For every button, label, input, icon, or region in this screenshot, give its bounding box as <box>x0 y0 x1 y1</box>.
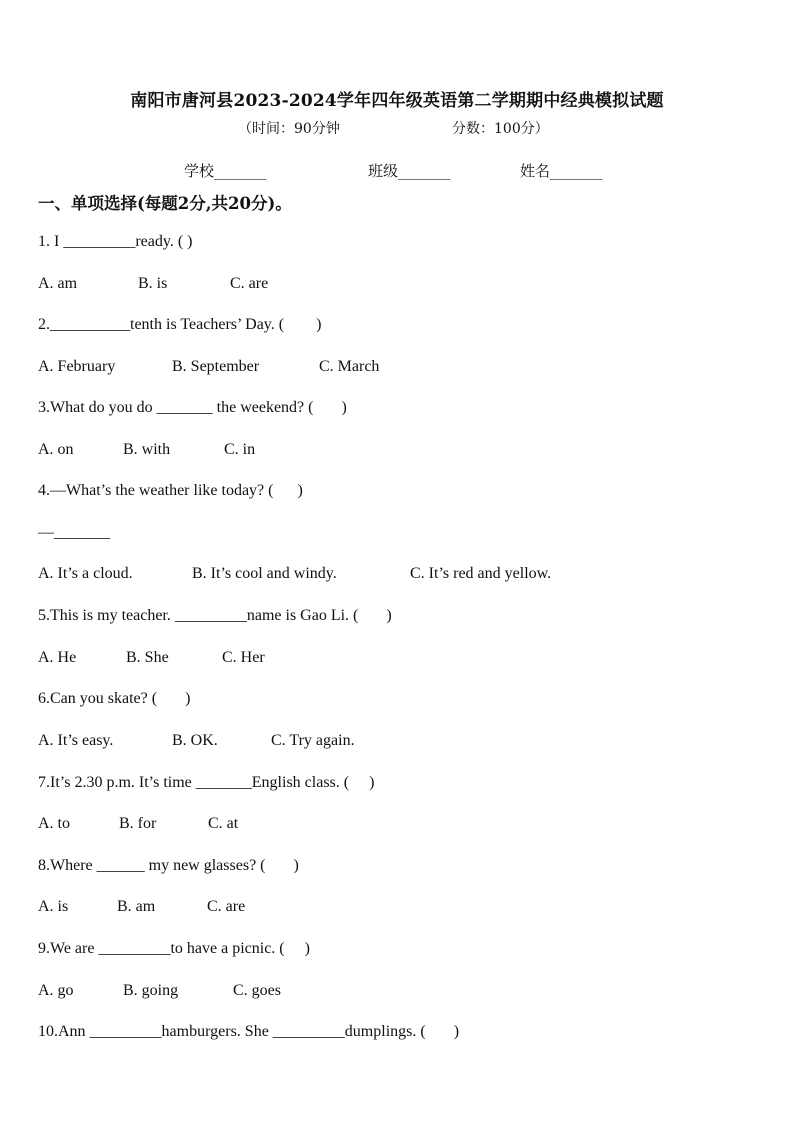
q2-option-c[interactable]: C. March <box>319 358 380 375</box>
q2-option-b[interactable]: B. September <box>172 358 260 375</box>
school-field[interactable]: 学校_______ <box>184 162 267 180</box>
question-5: 5.This is my teacher. _________name is Gao Li. ( ) <box>38 607 392 624</box>
q4-option-a[interactable]: A. It’s a cloud. <box>38 565 133 582</box>
q3-option-b[interactable]: B. with <box>123 441 171 458</box>
q7-option-c[interactable]: C. at <box>208 815 239 832</box>
q5-option-a[interactable]: A. He <box>38 649 77 666</box>
question-6: 6.Can you skate? ( ) <box>38 690 191 707</box>
question-3: 3.What do you do _______ the weekend? ( ) <box>38 399 347 416</box>
q6-option-a[interactable]: A. It’s easy. <box>38 732 114 749</box>
question-2: 2.__________tenth is Teachers’ Day. ( ) <box>38 316 322 333</box>
q5-option-b[interactable]: B. She <box>126 649 169 666</box>
q2-option-a[interactable]: A. February <box>38 358 116 375</box>
question-4: 4.—What’s the weather like today? ( ) <box>38 482 303 499</box>
q9-option-c[interactable]: C. goes <box>233 982 281 999</box>
q6-option-c[interactable]: C. Try again. <box>271 732 355 749</box>
question-1: 1. I _________ready. ( ) <box>38 233 193 250</box>
q3-option-a[interactable]: A. on <box>38 441 74 458</box>
q8-option-b[interactable]: B. am <box>117 898 156 915</box>
question-9: 9.We are _________to have a picnic. ( ) <box>38 940 310 957</box>
page-title: 南阳市唐河县2023-2024学年四年级英语第二学期期中经典模拟试题 <box>130 91 664 111</box>
q1-option-c[interactable]: C. are <box>230 275 269 292</box>
class-field[interactable]: 班级_______ <box>368 162 451 180</box>
q4-option-c[interactable]: C. It’s red and yellow. <box>410 565 552 582</box>
q7-option-a[interactable]: A. to <box>38 815 70 832</box>
q4-answer-blank[interactable]: —_______ <box>38 524 110 541</box>
question-7: 7.It’s 2.30 p.m. It’s time _______English class. ( ) <box>38 774 375 791</box>
question-10: 10.Ann _________hamburgers. She _________dumplings. ( ) <box>38 1023 460 1040</box>
q9-option-a[interactable]: A. go <box>38 982 74 999</box>
q1-option-a[interactable]: A. am <box>38 275 78 292</box>
q8-option-a[interactable]: A. is <box>38 898 69 915</box>
q9-option-b[interactable]: B. going <box>123 982 179 999</box>
section-heading: 一、单项选择(每题2分,共20分)。 <box>38 194 292 213</box>
name-field[interactable]: 姓名_______ <box>520 162 603 180</box>
question-8: 8.Where ______ my new glasses? ( ) <box>38 857 299 874</box>
q8-option-c[interactable]: C. are <box>207 898 246 915</box>
q7-option-b[interactable]: B. for <box>119 815 157 832</box>
q1-option-b[interactable]: B. is <box>138 275 168 292</box>
q4-option-b[interactable]: B. It’s cool and windy. <box>192 565 337 582</box>
q6-option-b[interactable]: B. OK. <box>172 732 218 749</box>
exam-time: （时间：90分钟 <box>238 121 340 137</box>
q3-option-c[interactable]: C. in <box>224 441 256 458</box>
q5-option-c[interactable]: C. Her <box>222 649 265 666</box>
exam-score: 分数：100分） <box>452 121 549 137</box>
